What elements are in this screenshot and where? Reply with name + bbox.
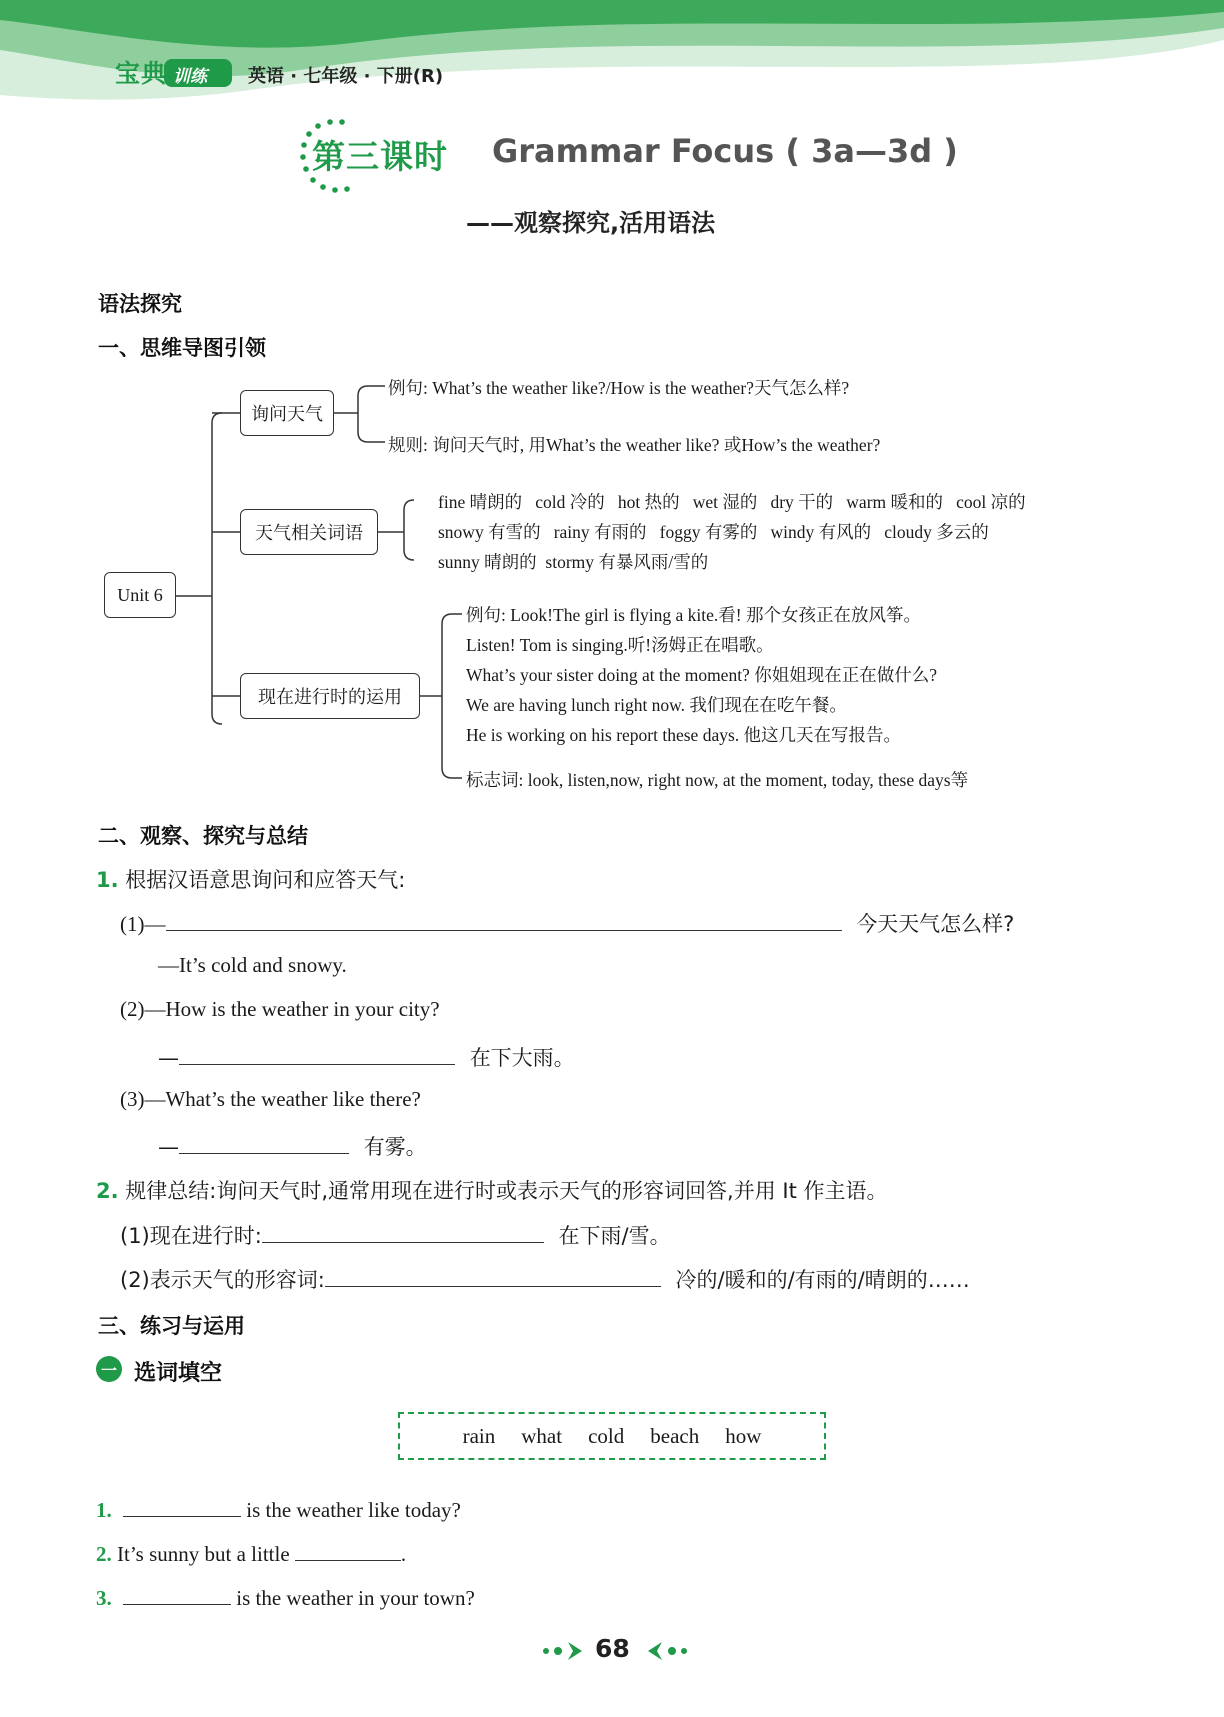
subsection-title: 选词填空 — [134, 1361, 223, 1386]
q1-item-2-reply — [158, 1042, 575, 1072]
word-bank-item: what — [521, 1423, 563, 1448]
header-band — [0, 0, 1224, 110]
fill-q3-blank[interactable] — [123, 1582, 231, 1605]
q2-item-1-blank[interactable] — [262, 1220, 544, 1243]
fill-q1-blank[interactable] — [123, 1494, 241, 1517]
section-grammar-explore: 语法探究 — [98, 292, 182, 316]
q2-number: 2. — [96, 1179, 119, 1203]
section-mind-map: 一、思维导图引领 — [98, 336, 266, 360]
fill-q2-text-before: It’s sunny but a little — [117, 1542, 295, 1566]
subsection-badge: 一 — [96, 1356, 122, 1382]
q1-item-2-dash: — — [158, 1046, 179, 1070]
mindmap-pc-example-1: 例句: Look!The girl is flying a kite.看! 那个女孩正在放风筝。 — [466, 605, 921, 625]
book-info: 英语 · 七年级 · 下册(R) — [248, 66, 444, 87]
q2-text: 规律总结:询问天气时,通常用现在进行时或表示天气的形容词回答,并用 It 作主语。 — [125, 1179, 888, 1203]
mindmap-pc-example-5: He is working on his report these days. 他这几天在写报告。 — [466, 725, 902, 745]
section-practice: 三、练习与运用 — [98, 1314, 245, 1338]
mindmap-branch-ask-weather: 询问天气 — [240, 390, 334, 436]
fill-question-3 — [96, 1582, 475, 1611]
fill-q3-number: 3. — [96, 1586, 112, 1610]
mindmap-branch-weather-words: 天气相关词语 — [240, 509, 378, 555]
q2-item-1 — [120, 1220, 671, 1250]
q2-item-1-label: (1)现在进行时: — [120, 1224, 262, 1248]
q1-item-3-dash: — — [158, 1135, 179, 1159]
lesson-label: 第三课时 — [312, 137, 448, 176]
fill-q2-text-after: . — [400, 1542, 407, 1566]
q1-item-1-label: (1)— — [120, 912, 166, 936]
q2-item-1-hint: 在下雨/雪。 — [558, 1224, 671, 1248]
fill-q1-text: is the weather like today? — [241, 1498, 461, 1522]
mindmap-root: Unit 6 — [104, 572, 176, 618]
q1-item-1 — [120, 908, 1014, 938]
fill-q3-text: is the weather in your town? — [231, 1586, 475, 1610]
fill-question-2 — [96, 1538, 406, 1567]
fill-q2-blank[interactable] — [295, 1538, 401, 1561]
word-bank-item: beach — [650, 1423, 700, 1448]
fill-q2-number: 2. — [96, 1542, 112, 1566]
lesson-subtitle: ——观察探究,活用语法 — [466, 209, 716, 237]
mindmap-ask-example: 例句: What’s the weather like?/How is the weather?天气怎么样? — [388, 378, 850, 398]
q1-number: 1. — [96, 868, 119, 892]
fill-q1-number: 1. — [96, 1498, 112, 1522]
mindmap-ask-rule: 规则: 询问天气时, 用What’s the weather like? 或How’s the weather? — [388, 435, 881, 455]
fill-question-1 — [96, 1494, 461, 1523]
mindmap-pc-example-2: Listen! Tom is singing.听!汤姆正在唱歌。 — [466, 635, 774, 655]
q1-item-2-hint: 在下大雨。 — [469, 1046, 575, 1070]
mindmap-pc-signal-words: 标志词: look, listen,now, right now, at the moment, today, these days等 — [466, 770, 969, 790]
q1-item-3-question: (3)—What’s the weather like there? — [120, 1087, 421, 1111]
q1-item-1-answer: —It’s cold and snowy. — [158, 953, 347, 977]
mindmap-words-line-2: snowy 有雪的 rainy 有雨的 foggy 有雾的 windy 有风的 cloudy 多云的 — [438, 522, 989, 542]
q2-item-2-label: (2)表示天气的形容词: — [120, 1268, 325, 1292]
mindmap-words-line-3: sunny 晴朗的 stormy 有暴风雨/雪的 — [438, 552, 709, 572]
q1-item-1-hint: 今天天气怎么样? — [856, 912, 1015, 936]
logo-sub: 训练 — [173, 67, 207, 87]
mindmap-branch-present-continuous: 现在进行时的运用 — [240, 673, 420, 719]
q2-item-2-hint: 冷的/暖和的/有雨的/晴朗的…… — [675, 1268, 970, 1292]
q1-text: 根据汉语意思询问和应答天气: — [125, 868, 406, 892]
q1-item-2-question: (2)—How is the weather in your city? — [120, 997, 440, 1021]
q2-heading — [96, 1175, 887, 1205]
page-number: 68 — [595, 1634, 630, 1663]
word-bank-item: rain — [462, 1423, 496, 1448]
section-observe: 二、观察、探究与总结 — [98, 824, 308, 848]
q1-item-3-hint: 有雾。 — [363, 1135, 427, 1159]
q1-item-3-reply — [158, 1131, 427, 1161]
q1-item-2-blank[interactable] — [179, 1042, 455, 1065]
q2-item-2-blank[interactable] — [325, 1264, 661, 1287]
q1-heading — [96, 864, 405, 894]
mindmap-words-line-1: fine 晴朗的 cold 冷的 hot 热的 wet 湿的 dry 干的 warm 暖和的 cool 凉的 — [438, 492, 1026, 512]
logo-main: 宝典 — [115, 59, 168, 88]
q1-item-3-blank[interactable] — [179, 1131, 349, 1154]
mindmap-pc-example-3: What’s your sister doing at the moment? 你姐姐现在正在做什么? — [466, 665, 937, 685]
word-bank-item: cold — [588, 1423, 625, 1448]
mindmap-pc-example-4: We are having lunch right now. 我们现在在吃午餐。 — [466, 695, 847, 715]
lesson-title: Grammar Focus ( 3a—3d ) — [492, 132, 958, 170]
q1-item-1-blank[interactable] — [166, 908, 842, 931]
word-bank-item: how — [725, 1423, 762, 1448]
q2-item-2 — [120, 1264, 970, 1294]
word-bank — [398, 1412, 826, 1460]
